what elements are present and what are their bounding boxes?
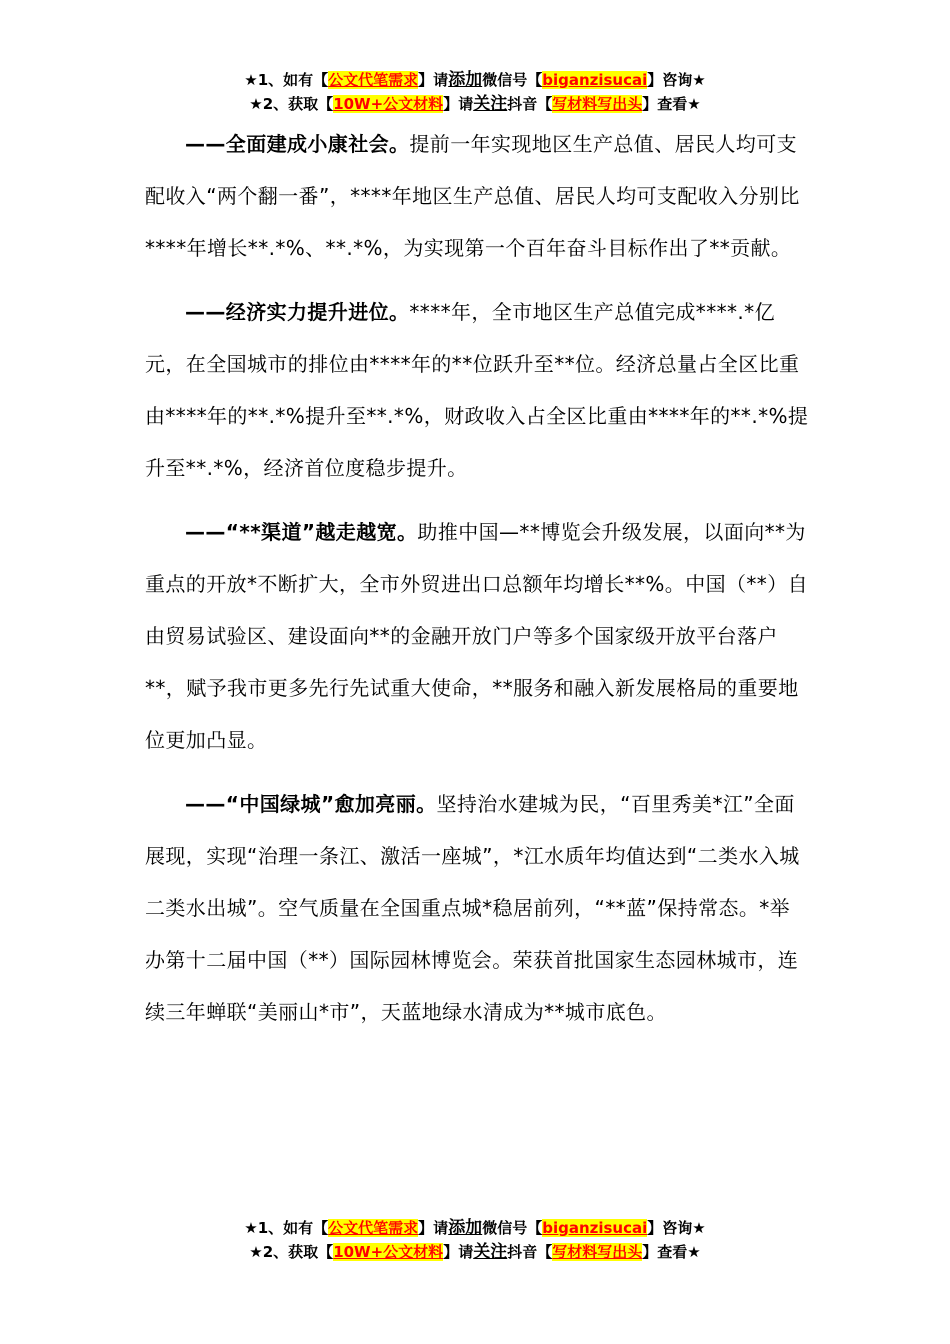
promo-text: 】请 — [418, 1219, 449, 1237]
promo-emphasis: 关注 — [473, 94, 508, 114]
promo-line-2 — [0, 92, 950, 116]
promo-highlight: 公文代笔需求 — [328, 1219, 419, 1237]
top-promo-banner — [0, 68, 950, 116]
promo-line-1 — [0, 1216, 950, 1240]
promo-text: 】请 — [418, 71, 449, 89]
promo-line-2 — [0, 1240, 950, 1264]
paragraph — [145, 286, 810, 494]
paragraph — [145, 506, 810, 766]
promo-text: 微信号【 — [482, 71, 543, 89]
promo-text: 】咨询★ — [647, 71, 706, 89]
promo-emphasis: 添加 — [448, 1218, 483, 1238]
promo-highlight: 写材料写出头 — [552, 1243, 643, 1261]
paragraph-text: ****年，全市地区生产总值完成****.*亿元，在全国城市的排位由****年的**位跃升至**位。经济总量占全区比重由****年的**.*%提升至**.*%，财政收入占全区比重由****年的**.*%提升至**.*%，经济首位度稳步提升。 — [145, 300, 809, 480]
document-body — [145, 118, 810, 1038]
promo-emphasis: 关注 — [473, 1242, 508, 1262]
paragraph-heading: ——全面建成小康社会。 — [185, 132, 410, 156]
promo-emphasis: 添加 — [448, 70, 483, 90]
promo-text: 抖音【 — [507, 1243, 553, 1261]
promo-highlight: biganzisucai — [542, 71, 648, 89]
paragraph-heading: ——“中国绿城”愈加亮丽。 — [185, 792, 437, 816]
paragraph-text: 助推中国—**博览会升级发展，以面向**为重点的开放*不断扩大，全市外贸进出口总额年均增长**%。中国（**）自由贸易试验区、建设面向**的金融开放门户等多个国家级开放平台落户**，赋予我市更多先行先试重大使命，**服务和融入新发展格局的重要地位更加凸显。 — [145, 520, 809, 752]
paragraph-heading: ——“**渠道”越走越宽。 — [185, 520, 418, 544]
promo-text: 】咨询★ — [647, 1219, 706, 1237]
bottom-promo-banner — [0, 1216, 950, 1264]
paragraph-text: 坚持治水建城为民，“百里秀美*江”全面展现，实现“治理一条江、激活一座城”，*江水质年均值达到“二类水入城二类水出城”。空气质量在全国重点城*稳居前列，“**蓝”保持常态。*举办第十二届中国（**）国际园林博览会。荣获首批国家生态园林城市，连续三年蝉联“美丽山*市”，天蓝地绿水清成为**城市底色。 — [145, 792, 800, 1024]
promo-text: ★2、获取【 — [249, 95, 334, 113]
paragraph — [145, 778, 810, 1038]
promo-highlight: biganzisucai — [542, 1219, 648, 1237]
paragraph-text: 提前一年实现地区生产总值、居民人均可支配收入“两个翻一番”，****年地区生产总值、居民人均可支配收入分别比****年增长**.*%、**.*%，为实现第一个百年奋斗目标作出了**贡献。 — [145, 132, 800, 260]
paragraph-heading: ——经济实力提升进位。 — [185, 300, 410, 324]
promo-text: ★1、如有【 — [244, 1219, 329, 1237]
promo-highlight: 写材料写出头 — [552, 95, 643, 113]
promo-text: ★2、获取【 — [249, 1243, 334, 1261]
promo-highlight: 10W+公文材料 — [333, 95, 444, 113]
promo-text: 】请 — [443, 1243, 474, 1261]
promo-highlight: 公文代笔需求 — [328, 71, 419, 89]
promo-text: ★1、如有【 — [244, 71, 329, 89]
promo-text: 抖音【 — [507, 95, 553, 113]
promo-highlight: 10W+公文材料 — [333, 1243, 444, 1261]
promo-text: 】查看★ — [642, 95, 701, 113]
promo-text: 微信号【 — [482, 1219, 543, 1237]
promo-text: 】查看★ — [642, 1243, 701, 1261]
promo-line-1 — [0, 68, 950, 92]
promo-text: 】请 — [443, 95, 474, 113]
paragraph — [145, 118, 810, 274]
